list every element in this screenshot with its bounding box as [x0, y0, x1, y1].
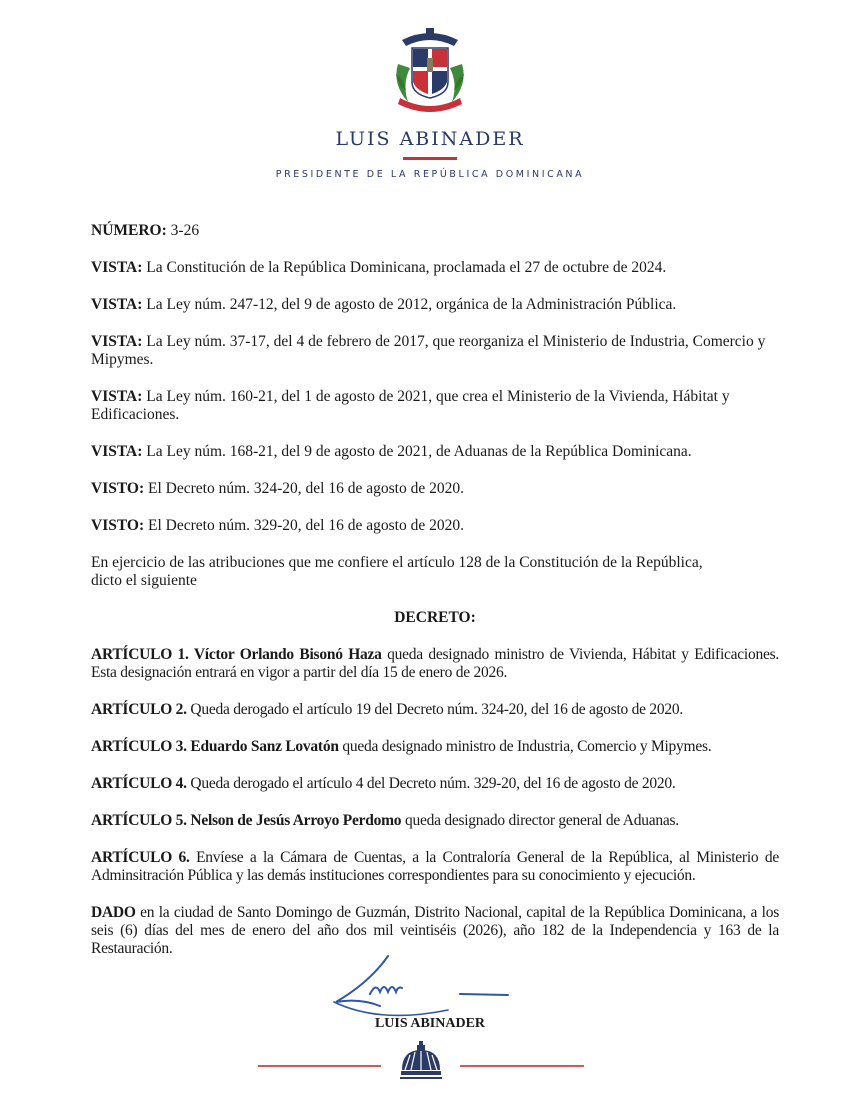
article-text: queda designado ministro de Industria, Comercio y Mipymes.: [338, 738, 712, 755]
decree-number-label: NÚMERO:: [91, 222, 167, 239]
consideration-label: VISTA:: [91, 259, 143, 276]
article-label: ARTÍCULO 4.: [91, 775, 187, 792]
article-text: Envíese a la Cámara de Cuentas, a la Contraloría General de la República, al Ministerio de Adminsitración Pública y las demás instituciones correspondientes para su conocimiento y ejecución.: [91, 849, 779, 884]
consideration-text: La Ley núm. 247-12, del 9 de agosto de 2012, orgánica de la Administración Pública.: [142, 296, 677, 313]
article: [91, 775, 779, 793]
consideration-text: La Ley núm. 160-21, del 1 de agosto de 2021, que crea el Ministerio de la Vivienda, Hábitat y Edificaciones.: [91, 388, 730, 423]
consideration: [91, 259, 779, 277]
consideration-text: La Ley núm. 37-17, del 4 de febrero de 2017, que reorganiza el Ministerio de Industria, Comercio y Mipymes.: [91, 333, 766, 368]
decree-number-value: 3-26: [166, 222, 200, 239]
article: [91, 701, 779, 719]
letterhead-name: LUIS ABINADER: [335, 128, 525, 150]
decree-number: [91, 222, 779, 240]
consideration: [91, 443, 779, 461]
consideration-text: El Decreto núm. 329-20, del 16 de agosto de 2020.: [144, 517, 464, 534]
consideration-text: La Constitución de la República Dominicana, proclamada el 27 de octubre de 2024.: [142, 259, 667, 276]
consideration-label: VISTO:: [91, 480, 145, 497]
article: [91, 812, 779, 830]
article-label: ARTÍCULO 1.: [91, 646, 189, 663]
article-text: queda designado ministro de Vivienda, Hábitat y Edificaciones. Esta designación entrará en vigor a partir del día 15 de enero de 2026.: [91, 646, 780, 681]
appointee-name: Víctor Orlando Bisonó Haza: [188, 646, 382, 663]
given-label: DADO: [91, 904, 136, 921]
consideration-text: La Ley núm. 168-21, del 9 de agosto de 2021, de Aduanas de la República Dominicana.: [142, 443, 692, 460]
signer-name: LUIS ABINADER: [374, 1016, 486, 1031]
footer: [0, 1040, 860, 1080]
national-palace-dome-icon: [398, 1040, 444, 1082]
article-label: ARTÍCULO 2.: [91, 701, 187, 718]
consideration: [91, 296, 779, 314]
consideration-label: VISTA:: [91, 388, 143, 405]
article-label: ARTÍCULO 5.: [91, 812, 187, 829]
appointee-name: Nelson de Jesús Arroyo Perdomo: [186, 812, 402, 829]
consideration: [91, 388, 779, 424]
consideration: [91, 480, 779, 498]
consideration-label: VISTA:: [91, 443, 143, 460]
preamble: En ejercicio de las atribuciones que me confiere el artículo 128 de la Constitución de la República, dicto el siguiente: [91, 554, 703, 589]
decree-heading: DECRETO:: [394, 609, 476, 626]
coat-of-arms-icon: [388, 24, 472, 118]
consideration-label: VISTA:: [91, 296, 143, 313]
article-text: Queda derogado el artículo 19 del Decreto núm. 324-20, del 16 de agosto de 2020.: [186, 701, 684, 718]
article-text: Queda derogado el artículo 4 del Decreto núm. 329-20, del 16 de agosto de 2020.: [186, 775, 676, 792]
given-text: en la ciudad de Santo Domingo de Guzmán, Distrito Nacional, capital de la República Dominicana, a los seis (6) días del mes de enero del año dos mil veintiséis (2026), año 182 de la Independencia y 163 de la Restauración.: [91, 904, 779, 957]
letterhead: [0, 24, 860, 180]
consideration-label: VISTA:: [91, 333, 143, 350]
signature-icon: [320, 952, 520, 1022]
given-clause: [91, 904, 779, 958]
letterhead-divider: [403, 157, 457, 160]
consideration-label: VISTO:: [91, 517, 145, 534]
article-label: ARTÍCULO 3.: [91, 738, 187, 755]
decree-body: [91, 222, 779, 977]
article-label: ARTÍCULO 6.: [91, 849, 190, 866]
appointee-name: Eduardo Sanz Lovatón: [186, 738, 339, 755]
article: [91, 849, 779, 885]
consideration-text: El Decreto núm. 324-20, del 16 de agosto de 2020.: [144, 480, 464, 497]
article-text: queda designado director general de Aduanas.: [401, 812, 679, 829]
consideration: [91, 333, 779, 369]
letterhead-title: PRESIDENTE DE LA REPÚBLICA DOMINICANA: [275, 169, 585, 180]
article: [91, 646, 779, 682]
consideration: [91, 517, 779, 535]
article: [91, 738, 779, 756]
footer-rule-left: [258, 1065, 381, 1067]
footer-rule-right: [460, 1065, 584, 1067]
